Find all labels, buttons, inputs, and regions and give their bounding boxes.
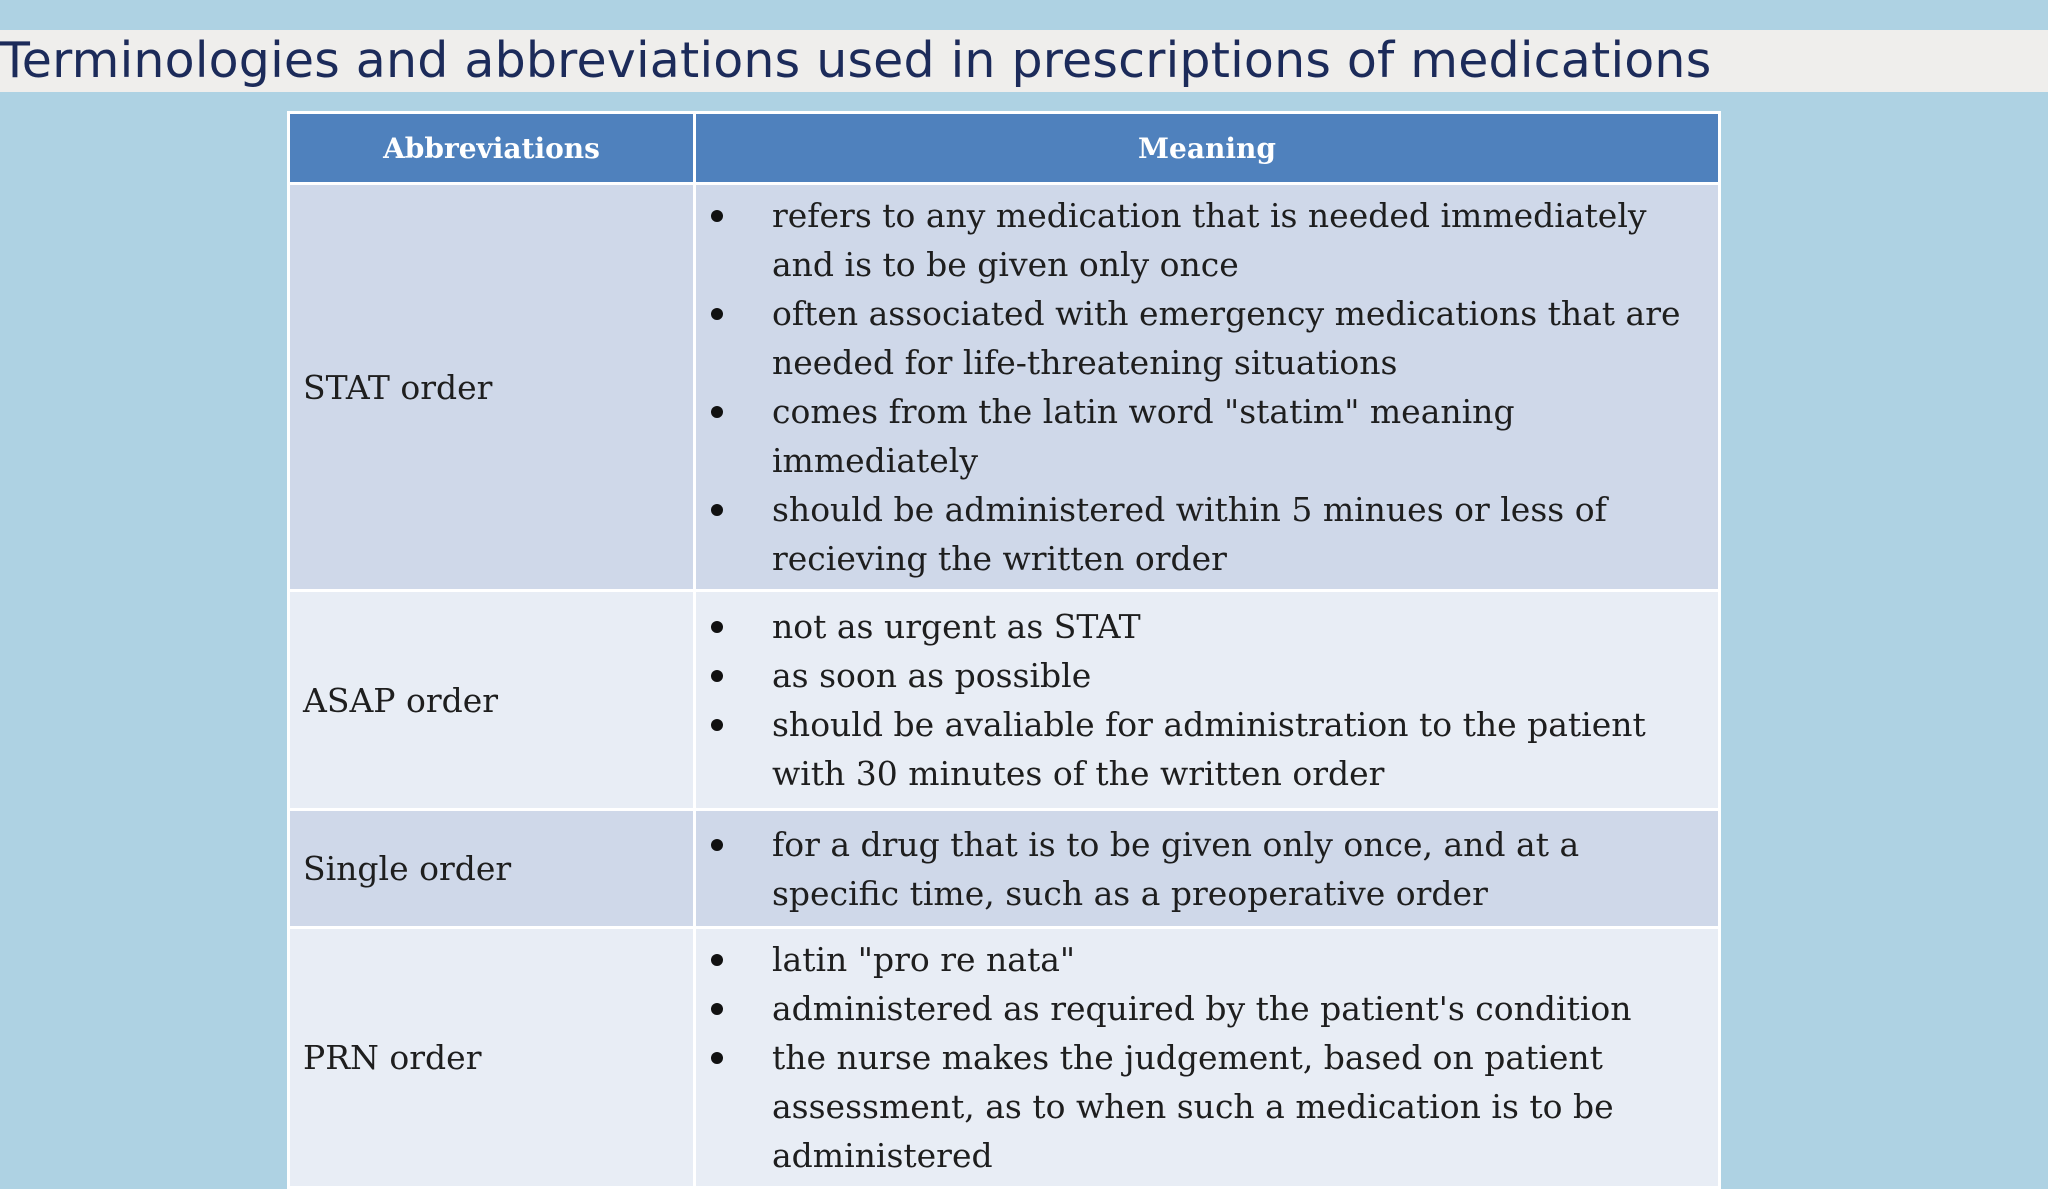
bullet-icon [711, 719, 723, 731]
list-item [696, 1033, 1702, 1180]
meaning-list [696, 820, 1702, 918]
abbreviation-cell: STAT order [289, 184, 695, 591]
list-item-text: for a drug that is to be given only once, and at a specific time, such as a preoperative order [772, 824, 1580, 913]
table-row-asap [289, 591, 1720, 810]
list-item-text: often associated with emergency medications that are needed for life-threatening situations [772, 294, 1681, 382]
bullet-icon [711, 954, 723, 966]
meaning-cell [695, 184, 1720, 591]
bullet-icon [711, 670, 723, 682]
list-item [696, 191, 1702, 289]
list-item-text: refers to any medication that is needed immediately and is to be given only once [772, 196, 1647, 284]
list-item-text: the nurse makes the judgement, based on patient assessment, as to when such a medication is to be administered [772, 1038, 1614, 1175]
list-item-text: should be avaliable for administration to the patient with 30 minutes of the written order [772, 705, 1646, 793]
bullet-icon [711, 504, 723, 516]
bullet-icon [711, 308, 723, 320]
bullet-icon [711, 621, 723, 633]
meaning-list [696, 191, 1702, 583]
slide-title: Terminologies and abbreviations used in prescriptions of medications [0, 32, 1712, 89]
list-item [696, 700, 1702, 798]
list-item [696, 289, 1702, 387]
abbreviations-table [287, 111, 1721, 1189]
abbreviation-cell: Single order [289, 810, 695, 928]
list-item-text: should be administered within 5 minues or less of recieving the written order [772, 490, 1607, 578]
header-abbreviations: Abbreviations [289, 113, 695, 184]
bullet-icon [711, 839, 723, 851]
title-bar [0, 30, 2048, 92]
table-row-stat [289, 184, 1720, 591]
meaning-cell [695, 928, 1720, 1188]
list-item-text: latin "pro re nata" [772, 940, 1076, 979]
meaning-list [696, 602, 1702, 798]
bullet-icon [711, 210, 723, 222]
header-meaning: Meaning [695, 113, 1720, 184]
list-item-text: comes from the latin word "statim" meaning immediately [772, 392, 1515, 480]
abbreviations-table-container [287, 111, 1721, 1175]
list-item [696, 984, 1702, 1033]
abbreviation-cell: PRN order [289, 928, 695, 1188]
abbreviation-cell: ASAP order [289, 591, 695, 810]
list-item-text: as soon as possible [772, 656, 1092, 695]
list-item [696, 820, 1702, 918]
list-item [696, 387, 1702, 485]
meaning-list [696, 935, 1702, 1180]
meaning-cell [695, 591, 1720, 810]
list-item [696, 602, 1702, 651]
bullet-icon [711, 1003, 723, 1015]
meaning-cell [695, 810, 1720, 928]
bullet-icon [711, 1052, 723, 1064]
table-header-row [289, 113, 1720, 184]
bullet-icon [711, 406, 723, 418]
list-item [696, 935, 1702, 984]
list-item [696, 485, 1702, 583]
table-row-prn [289, 928, 1720, 1188]
list-item-text: not as urgent as STAT [772, 607, 1141, 646]
list-item [696, 651, 1702, 700]
list-item-text: administered as required by the patient's condition [772, 989, 1632, 1028]
table-row-single [289, 810, 1720, 928]
